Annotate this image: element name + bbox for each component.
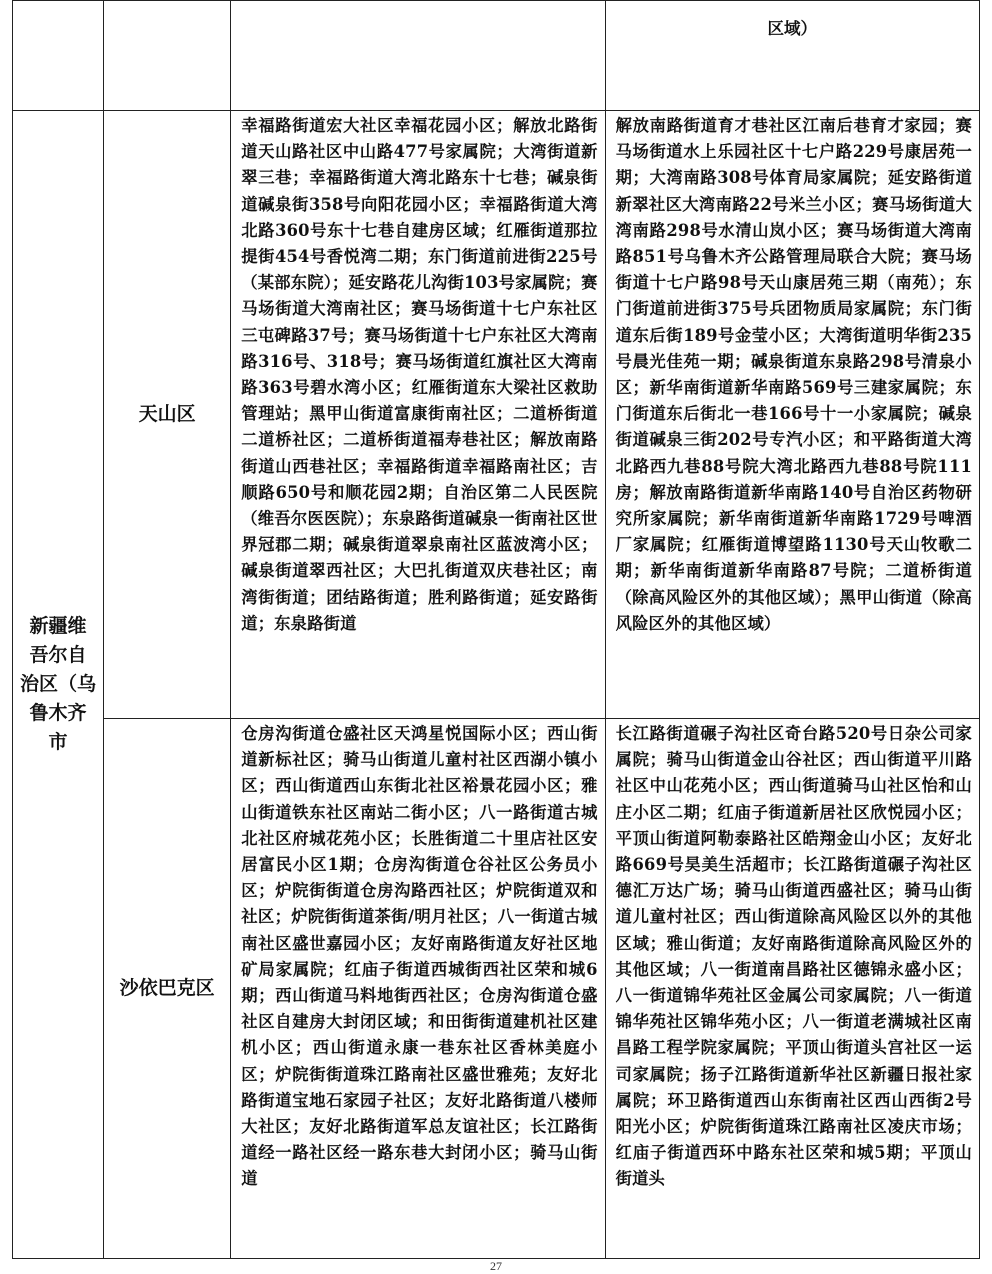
cell-continued-text bbox=[605, 1, 979, 111]
district-name-cell bbox=[104, 719, 231, 1259]
region-name-line: 市 bbox=[48, 731, 68, 753]
medium-risk-area-cell bbox=[605, 111, 979, 719]
region-name-line: 吾尔自 bbox=[29, 644, 87, 666]
table-row-district bbox=[13, 111, 980, 719]
district-name-cell bbox=[104, 111, 231, 719]
cell-empty bbox=[13, 1, 104, 111]
region-name-cell bbox=[13, 111, 104, 1259]
high-risk-area-cell bbox=[231, 719, 605, 1259]
cell-empty bbox=[104, 1, 231, 111]
continued-text: 区域） bbox=[767, 19, 818, 38]
area-list-text: 仓房沟街道仓盛社区天鸿星悦国际小区；西山街道新标社区；骑马山街道儿童村社区西湖小镇小区；西山街道西山东街北社区裕景花园小区；雅山街道铁东社区南站二街小区；八一路街道古城北社区府城花苑小区；长胜街道二十里店社区安居富民小区1期；仓房沟街道仓谷社区公务员小区；炉院街街道仓房沟路西社区；炉院街道双和社区；炉院街街道茶街/明月社区；八一街道古城南社区盛世嘉园小区；友好南路街道友好社区地矿局家属院；红庙子街道西城街西社区荣和城6期；西山街道马料地街西社区；仓房沟街道仓盛社区自建房大封闭区域；和田街街道建机社区建机小区；西山街道永康一巷东社区香林美庭小区；炉院街街道珠江路南社区盛世雅苑；友好北路街道宝地石家园子社区；友好北路街道八楼师大社区；友好北路街道军总友谊社区；长江路街道经一路社区经一路东巷大封闭小区；骑马山街道 bbox=[241, 724, 598, 1189]
medium-risk-area-cell bbox=[605, 719, 979, 1259]
region-name-line: 鲁木齐 bbox=[29, 702, 87, 724]
table-row-district bbox=[13, 719, 980, 1259]
area-list-text: 长江路街道碾子沟社区奇台路520号日杂公司家属院；骑马山街道金山谷社区；西山街道平川路社区中山花苑小区；西山街道骑马山社区怡和山庄小区二期；红庙子街道新居社区欣悦园小区；平顶山街道阿勒泰路社区皓翔金山小区；友好北路669号昊美生活超市；长江路街道碾子沟社区德汇万达广场；骑马山街道西盛社区；骑马山街道儿童村社区；西山街道除高风险区以外的其他区域；雅山街道；友好南路街道除高风险区外的其他区域；八一街道南昌路社区德锦永盛小区；八一街道锦华苑社区金属公司家属院；八一街道锦华苑社区锦华苑小区；八一街道老满城社区南昌路工程学院家属院；平顶山街道头宫社区一运司家属院；扬子江路街道新华社区新疆日报社家属院；环卫路街道西山东街南社区西山西街2号阳光小区；炉院街街道珠江路南社区凌庆市场；红庙子街道西环中路东社区荣和城5期；平顶山街道头 bbox=[615, 724, 972, 1189]
high-risk-area-cell bbox=[231, 111, 605, 719]
cell-empty bbox=[231, 1, 605, 111]
district-name: 沙依巴克区 bbox=[119, 977, 215, 999]
risk-area-table bbox=[12, 0, 980, 1259]
area-list-text: 幸福路街道宏大社区幸福花园小区；解放北路街道天山路社区中山路477号家属院；大湾街道新翠三巷；幸福路街道大湾北路东十七巷；碱泉街道碱泉街358号向阳花园小区；幸福路街道大湾北路360号东十七巷自建房区域；红雁街道那拉提街454号香悦湾二期；东门街道前进街225号（某部东院）；延安路花儿沟街103号家属院；赛马场街道大湾南社区；赛马场街道十七户东社区三屯碑路37号；赛马场街道十七户东社区大湾南路316号、318号；赛马场街道红旗社区大湾南路363号碧水湾小区；红雁街道东大梁社区救助管理站；黑甲山街道富康街南社区；二道桥街道二道桥社区；二道桥街道福寿巷社区；解放南路街道山西巷社区；幸福路街道幸福路南社区；吉顺路650号和顺花园2期；自治区第二人民医院（维吾尔医医院）；东泉路街道碱泉一街南社区世界冠郡二期；碱泉街道翠泉南社区蓝波湾小区；碱泉街道翠西社区；大巴扎街道双庆巷社区；南湾街街道；团结路街道；胜利路街道；延安路街道；东泉路街道 bbox=[241, 116, 598, 633]
table-row-continued bbox=[13, 1, 980, 111]
region-name-line: 治区（乌 bbox=[20, 673, 97, 695]
page-number: 27 bbox=[490, 1259, 502, 1273]
area-list-text: 解放南路街道育才巷社区江南后巷育才家园；赛马场街道水上乐园社区十七户路229号康居苑一期；大湾南路308号体育局家属院；延安路街道新翠社区大湾南路22号米兰小区；赛马场街道大湾南路298号水清山岚小区；赛马场街道大湾南路851号乌鲁木齐公路管理局联合大院；赛马场街道十七户路98号天山康居苑三期（南苑）；东门街道前进街375号兵团物质局家属院；东门街道东后街189号金莹小区；大湾街道明华街235号晨光佳苑一期；碱泉街道东泉路298号清泉小区；新华南街道新华南路569号三建家属院；东门街道东后街北一巷166号十一小家属院；碱泉街道碱泉三街202号专汽小区；和平路街道大湾北路西九巷88号院大湾北路西九巷88号院111房；解放南路街道新华南路140号自治区药物研究所家属院；新华南街道新华南路1729号啤酒厂家属院；红雁街道博望路1130号天山牧歌二期；新华南街道新华南路87号院；二道桥街道（除高风险区外的其他区域）；黑甲山街道（除高风险区外的其他区域） bbox=[615, 116, 972, 633]
region-name-line: 新疆维 bbox=[29, 615, 87, 637]
district-name: 天山区 bbox=[138, 403, 196, 425]
